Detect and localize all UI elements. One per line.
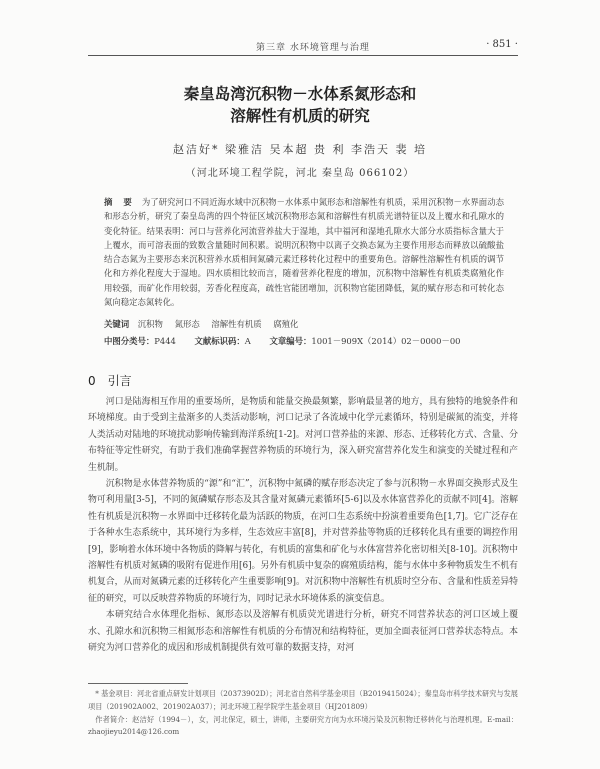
abstract [104,195,504,309]
paragraph: 河口是陆海相互作用的重要场所，是物质和能量交换最频繁，影响最显著的地方，具有独特的地貌条件和环境梯度。由于受到主盐渐多的人类活动影响，河口记录了各流域中化学元素循环，特别是碳氮的流变，并将人类活动对陆地的环境扰动影响传输到海洋系统[1-2]。对河口营养盐的来源、形态、迁移转化方式、含量、分布特征等定性研究，有助于我们准确掌握营养物质的环境行为，深入研究富营养化发生和演变的关键过程和产生机制。 [88,397,518,473]
running-header [88,39,518,56]
classification-line [104,335,524,347]
keyword: 溶解性有机质 [211,319,262,329]
clc-label: 中图分类号： [104,336,155,346]
author-bio-note: 作者简介：赵洁好（1994－），女，河北保定，硕士，讲师，主要研究方向为水环境污染及沉积物迁移转化与治理机理。E-mail：zhaojieyu2014@126.com [88,714,518,737]
keyword: 沉积物 [137,319,163,329]
keyword: 氮形态 [174,319,200,329]
funding-note: * 基金项目：河北省重点研发计划项目（20373902D）；河北省自然科学基金项目（B2019415024）；秦皇岛市科学技术研究与发展项目（201902A002、201902A037）；河北环境工程学院学生基金项目（HJ201809） [88,689,518,711]
paper-title-line2: 溶解性有机质的研究 [230,107,370,125]
section-heading [88,372,132,389]
article-number-value: 1001－909X（2014）02－0000－00 [311,336,461,346]
chapter-title: 第三章 水环境管理与治理 [256,43,370,53]
page-number: · 851 · [486,39,518,50]
article-number-label: 文章编号： [269,336,312,346]
keyword: 腐殖化 [273,319,299,329]
footnote [88,688,518,739]
keywords-label: 关键词 [104,319,130,329]
keywords [104,318,504,330]
paragraph: 本研究结合水体理化指标、氮形态以及溶解有机质荧光谱进行分析，研究不同营养状态的河口区域上覆水、孔隙水和沉积物三相氮形态和溶解性有机质的分布情况和结构特征，更加全面表征河口营养状态特点。本研究为河口营养化的成因和形成机制提供有效可靠的数据支持，对河 [88,610,518,654]
author-list: 赵洁好* 梁雅洁 吴本超 贵 利 李浩天 裴 培 [173,143,427,156]
abstract-label: 摘 要 [104,197,136,207]
doc-code-label: 文献标识码： [194,336,245,346]
paper-title-line1: 秦皇岛湾沉积物－水体系氮形态和 [183,85,417,103]
affiliation: （河北环境工程学院，河北 秦皇岛 066102） [185,168,415,179]
doc-code-value: A [244,336,251,346]
section-title: 引言 [107,374,132,388]
body-text [88,394,518,657]
section-number: 0 [88,374,96,388]
abstract-text: 为了研究河口不同近海水域中沉积物－水体系中氮形态和溶解性有机质，采用沉积物－水界面动态和形态分析，研究了秦皇岛湾的四个特征区域沉积物形态氮和溶解性有机质光谱特征以及上覆水和孔隙水的变化特征。结果表明：河口与营养化河流营养盐大于湿地，其中福河和湿地孔隙水大部分水质指标含量大于上覆水，而可溶表面的致数含量随时间积累。说明沉积物中以离子交换态氮为主要作用形态而释放以硫酸盐结合态氮为主要形态来沉积营养水质相间氮磷元素迁移转化过程中的重要角色。溶解性溶解性有机质的调节化和方养化程度大于湿地。四水质相比较而言，随着营养化程度的增加，沉积物中溶解性有机质类腐殖化作用较强，而矿化作用较弱，芳香化程度高，疏性官能团增加，沉积物官能团降低，氮的赋存形态和可转化态氮向稳定态氮转化。 [104,197,504,308]
paragraph: 沉积物是水体营养物质的“源”和“汇”，沉积物中氮磷的赋存形态决定了参与沉积物－水界面交换形式及生物可利用量[3-5]，不同的氮磷赋存形态及其含量对氮磷元素循环[5-6]以及水体富营养化的贡献不同[4]。溶解性有机质是沉积物－水界面中迁移转化最为活跃的物质，在河口生态系统中扮演着重要角色[1,7]。它广泛存在于各种水生态系统中，其环境行为多样，生态效应丰富[8]，并对营养盐等物质的迁移转化具有重要的调控作用[9]，影响着水体环境中各物质的降解与转化，有机质的富集和矿化与水体富营养化密切相关[8-10]。沉积物中溶解性有机质对氮磷的吸附有促进作用[6]。另外有机质中复杂的腐殖质结构，能与水体中多种物质发生不机有机复合，从而对氮磷元素的迁移转化产生重要影响[9]。对沉积物中溶解性有机质时空分布、含量和性质差异特征的研究，可以反映营养物质的环境行为，同时记录水环境体系的演变信息。 [88,479,518,604]
clc-value: P444 [154,336,176,346]
footnote-divider [88,683,188,684]
